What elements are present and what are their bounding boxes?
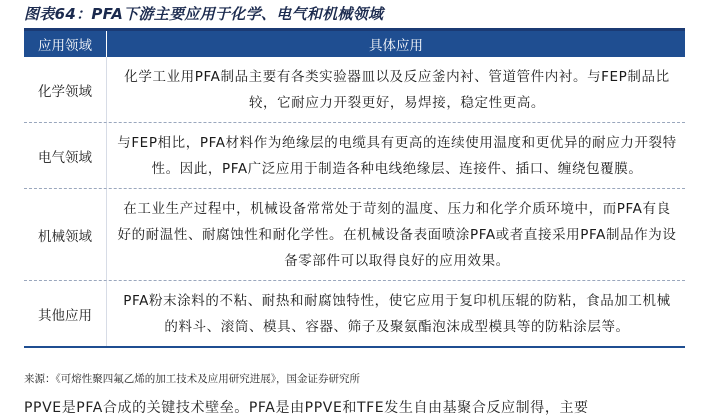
- row-field: 其他应用: [24, 281, 107, 346]
- row-field: 化学领域: [24, 57, 107, 122]
- table-row: [24, 189, 685, 281]
- row-description: 在工业生产过程中，机械设备常常处于苛刻的温度、压力和化学介质环境中，而PFA有良好的耐温性、耐腐蚀性和耐化学性。在机械设备表面喷涂PFA或者直接采用PFA制品作为设备零部件可以取得良好的应用效果。: [117, 201, 677, 269]
- source-note: 来源：《可熔性聚四氟乙烯的加工技术及应用研究进展》，国金证券研究所: [24, 373, 360, 385]
- row-description: PFA粉末涂料的不粘、耐热和耐腐蚀特性，使它应用于复印机压辊的防粘，食品加工机械的料斗、滚筒、模具、容器、筛子及聚氨酯泡沫成型模具等的防粘涂层等。: [123, 293, 671, 335]
- header-field: 应用领域: [24, 31, 107, 57]
- application-table: [24, 28, 685, 348]
- header-application: 具体应用: [369, 38, 423, 54]
- table-row: [24, 123, 685, 189]
- row-description: 化学工业用PFA制品主要有各类实验器皿以及反应釜内衬、管道管件内衬。与FEP制品比较，它耐应力开裂更好，易焊接，稳定性更高。: [124, 69, 670, 111]
- table-row: [24, 57, 685, 123]
- row-field: 电气领域: [24, 123, 107, 188]
- figure-title: 图表64：PFA下游主要应用于化学、电气和机械领域: [24, 5, 384, 23]
- body-text-cutoff: PPVE是PFA合成的关键技术壁垒。PFA是由PPVE和TFE发生自由基聚合反应制得，主要: [24, 400, 589, 416]
- table-header: [24, 28, 685, 57]
- table-row: [24, 281, 685, 348]
- row-field: 机械领域: [24, 189, 107, 280]
- row-description: 与FEP相比，PFA材料作为绝缘层的电缆具有更高的连续使用温度和更优异的耐应力开裂特性。因此，PFA广泛应用于制造各种电线绝缘层、连接件、插口、缠绕包覆膜。: [117, 135, 677, 177]
